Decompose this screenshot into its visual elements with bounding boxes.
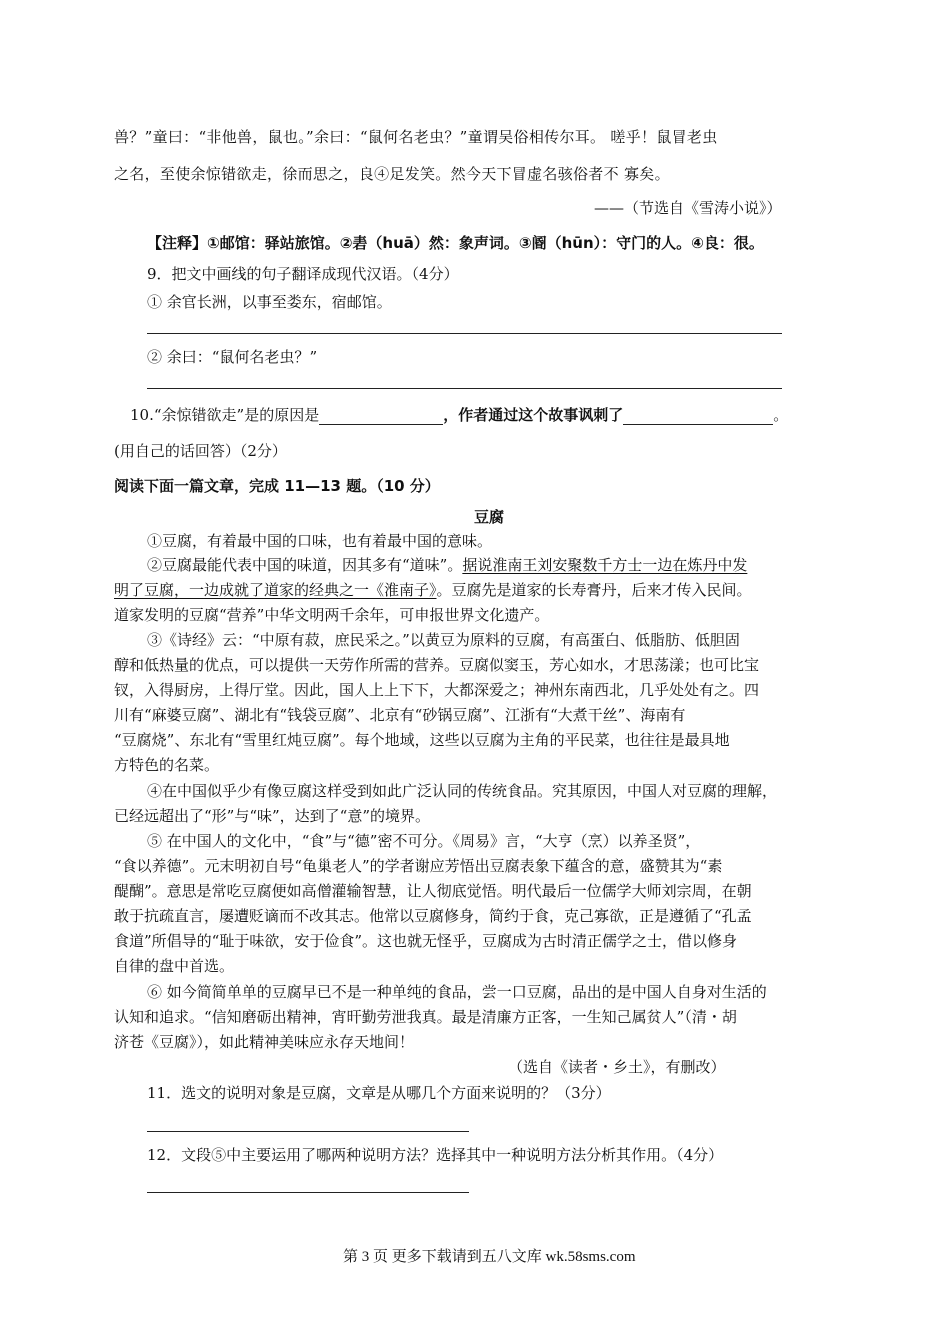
paragraph-3-line-5: “豆腐烧”、东北有“雪里红炖豆腐”。每个地域，这些以豆腐为主角的平民菜，也往往是最具地 — [114, 731, 730, 749]
paragraph-2-line-1 — [147, 555, 747, 575]
q9-prompt: 9．把文中画线的句子翻译成现代汉语。（4分） — [147, 265, 459, 283]
article-source: （选自《读者・乡土》，有删改） — [508, 1058, 726, 1076]
paragraph-6-line-1: ⑥ 如今简简单单的豆腐早已不是一种单纯的食品，尝一口豆腐，品出的是中国人自身对生活的 — [147, 983, 767, 1001]
q10-instruction: (用自己的话回答）（2分） — [114, 442, 287, 460]
q10-part-1b: 的原因是 — [259, 406, 320, 424]
q10-part-3: 。 — [773, 406, 789, 424]
paragraph-5-line-4: 敢于抗疏直言，屡遭贬谪而不改其志。他常以豆腐修身，简约于食，克己寡欲，正是遵循了“孔孟 — [114, 907, 752, 925]
paragraph-4-line-1: ④在中国似乎少有像豆腐这样受到如此广泛认同的传统食品。究其原因，中国人对豆腐的理解， — [147, 782, 778, 800]
q9-item-2: ② 余曰：“鼠何名老虫？” — [147, 348, 318, 366]
page-footer: 第 3 页 更多下载请到五八文库 wk.58sms.com — [343, 1249, 636, 1265]
paragraph-6-line-3: 济苍《豆腐》），如此精神美味应永存天地间！ — [114, 1033, 415, 1051]
paragraph-2-line-3: 道家发明的豆腐“营养”中华文明两千余年，可申报世界文化遗产。 — [114, 606, 550, 624]
story-source: ——（节选自《雪涛小说》） — [594, 199, 782, 217]
paragraph-3-line-4: 川有“麻婆豆腐”、湖北有“钱袋豆腐”、北京有“砂锅豆腐”、江浙有“大煮干丝”、海南有 — [114, 706, 686, 724]
q12-answer-line[interactable] — [147, 1192, 469, 1193]
q10-part-1: 10.“余惊错欲走”是 — [130, 406, 260, 424]
paragraph-3-line-2: 醇和低热量的优点，可以提供一天劳作所需的营养。豆腐似窦玉，芳心如水，才思荡漾；也可比宝 — [114, 656, 760, 674]
section-heading — [114, 476, 440, 496]
p2-underlined-2: 明了豆腐，一边成就了道家的经典之一《淮南子》 — [114, 581, 437, 599]
paragraph-5-line-2: “食以养德”。元末明初自号“龟巢老人”的学者谢应芳悟出豆腐表象下蕴含的意，盛赞其为“素 — [114, 857, 723, 875]
paragraph-5-line-6: 自律的盘中首选。 — [114, 957, 235, 975]
q9-item-1: ① 余官长洲，以事至娄东，宿邮馆。 — [147, 293, 392, 311]
p2-text-b: 。豆腐先是道家的长寿膏丹，后来才传入民间。 — [436, 581, 752, 599]
paragraph-4-line-2: 已经远超出了“形”与“味”，达到了“意”的境界。 — [114, 807, 431, 825]
q10-part-2: ，作者通过这个故事讽刺了 — [443, 406, 624, 424]
story-line-2: 之名，至使余惊错欲走，徐而思之，良④足发笑。然今天下冒虚名骇俗者不 寡矣。 — [114, 165, 670, 183]
paragraph-3-line-6: 方特色的名菜。 — [114, 756, 220, 774]
p2-text-a: ②豆腐最能代表中国的味道，因其多有“道味”。 — [147, 556, 463, 574]
section-heading-b: 下面一篇文章，完成 11—13 题。（10 分） — [144, 477, 440, 495]
q11-answer-line[interactable] — [147, 1131, 469, 1132]
q12-prompt: 12．文段⑤中主要运用了哪两种说明方法？选择其中一种说明方法分析其作用。（4分） — [147, 1146, 724, 1164]
section-heading-a: 阅读 — [114, 477, 145, 495]
story-line-1: 兽？”童曰：“非他兽，鼠也。”余曰：“鼠何名老虫？”童谓吴俗相传尔耳。 嗟乎！鼠冒老虫 — [114, 128, 718, 146]
paragraph-5-line-5: 食道”所倡导的“耻于味欲，安于俭食”。这也就无怪乎，豆腐成为古时清正儒学之士，借以修身 — [114, 932, 738, 950]
q10-blank-1[interactable] — [319, 408, 443, 425]
article-title: 豆腐 — [474, 508, 505, 526]
q11-prompt: 11．选文的说明对象是豆腐，文章是从哪几个方面来说明的？（3分） — [147, 1084, 611, 1102]
paragraph-5-line-3: 醍醐”。意思是常吃豆腐便如高僧灌输智慧，让人彻底觉悟。明代最后一位儒学大师刘宗周，在朝 — [114, 882, 752, 900]
paragraph-2-line-2 — [114, 580, 752, 600]
p2-underlined-1: 据说淮南王刘安聚数千方士一边在炼丹中发 — [462, 556, 748, 574]
annotation-notes: 【注释】①邮馆：驿站旅馆。②砉（huā）然：象声词。③阍（hūn）：守门的人。④良：很。 — [147, 234, 764, 252]
q10-blank-2[interactable] — [623, 408, 773, 425]
paragraph-3-line-3: 钗，入得厨房，上得厅堂。因此，国人上上下下，大都深爱之；神州东南西北，几乎处处有之。四 — [114, 681, 760, 699]
paragraph-3-line-1: ③《诗经》云：“中原有菽，庶民采之。”以黄豆为原料的豆腐，有高蛋白、低脂肪、低胆固 — [147, 631, 740, 649]
paragraph-1: ①豆腐，有着最中国的口味，也有着最中国的意味。 — [147, 532, 493, 550]
q9-answer-line-2[interactable] — [147, 388, 782, 389]
paragraph-6-line-2: 认知和追求。“信知磨砺出精神，宵旰勤劳泄我真。最是清廉方正客，一生知己属贫人”（清・胡 — [114, 1008, 737, 1026]
paragraph-5-line-1: ⑤ 在中国人的文化中，“食”与“德”密不可分。《周易》言，“大亨（烹）以养圣贤”， — [147, 832, 701, 850]
q9-answer-line-1[interactable] — [147, 333, 782, 334]
